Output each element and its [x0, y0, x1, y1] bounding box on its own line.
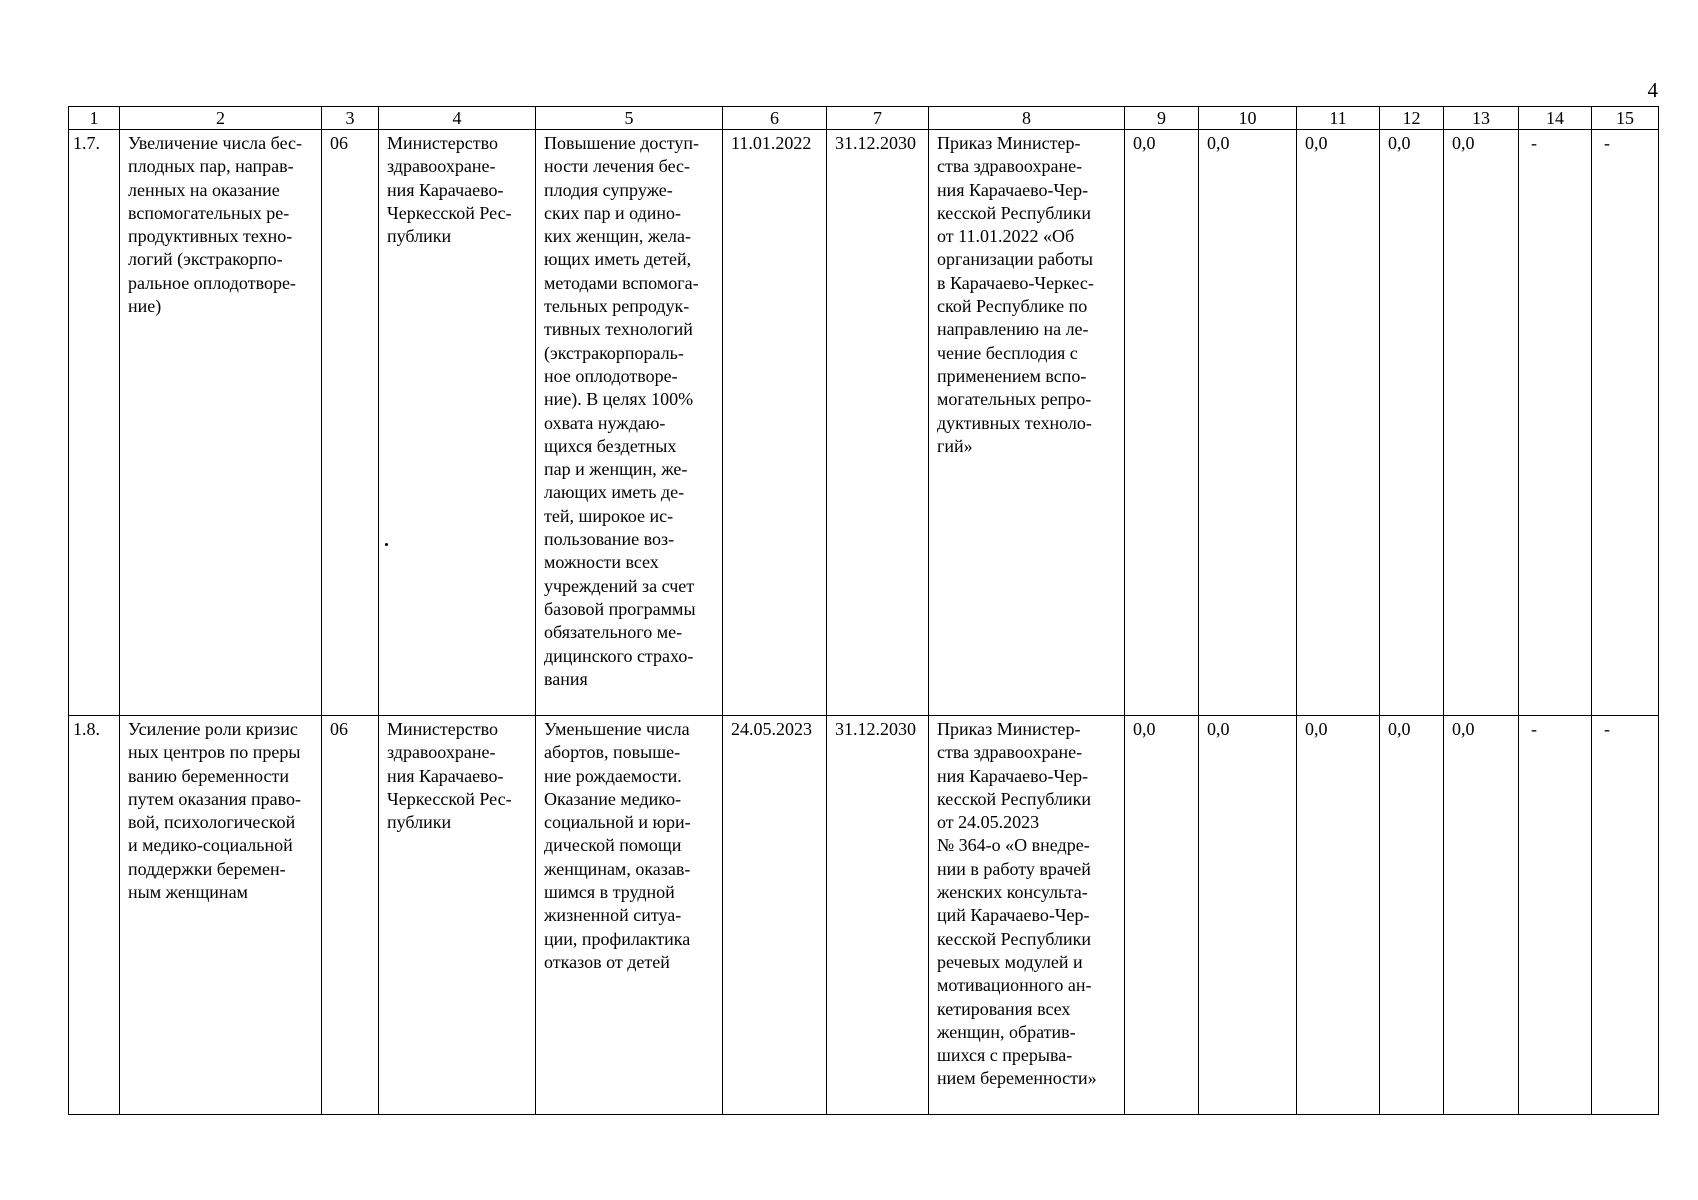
- header-row: [69, 107, 1659, 130]
- value-cell: 0,0: [1125, 716, 1199, 1115]
- column-header: 3: [322, 107, 379, 130]
- table-row: [69, 716, 1659, 1115]
- start-date: 24.05.2023: [723, 716, 827, 1115]
- document-cell: Приказ Министер- ства здравоохране- ния Карачаево-Чер- кесской Республики от 24.05.2023 № 364-о «О внедре- нии в работу врачей женских консульта- ций Карачаево-Чер- кесской Республики речевых модулей и мотивационного ан- кетирования всех женщин, обратив- шихся с прерыва- нием беременности»: [929, 716, 1125, 1115]
- column-header: 5: [536, 107, 723, 130]
- value-cell: 0,0: [1444, 130, 1519, 716]
- column-header: 9: [1125, 107, 1199, 130]
- code-cell: 06: [322, 716, 379, 1115]
- value-cell: -: [1519, 130, 1592, 716]
- document-cell: Приказ Министер- ства здравоохране- ния Карачаево-Чер- кесской Республики от 11.01.2022 «Об организации работы в Карачаево-Черкес- ской Республике по направлению на ле- чение бесплодия с применением вспо- могательных репро- дуктивных техноло- гий»: [929, 130, 1125, 716]
- value-cell: 0,0: [1199, 130, 1297, 716]
- column-header: 7: [827, 107, 929, 130]
- executor-cell: Министерство здравоохране- ния Карачаево- Черкесской Рес- публики: [379, 130, 536, 716]
- measure-name: Увеличение числа бес- плодных пар, направ- ленных на оказание вспомогательных ре- продуктивных техно- логий (экстракорпо- ральное оплодотворе- ние): [120, 130, 322, 716]
- value-cell: -: [1592, 716, 1659, 1115]
- column-header: 1: [69, 107, 120, 130]
- row-number: 1.7.: [69, 130, 120, 716]
- result-cell: Повышение доступ- ности лечения бес- плодия супруже- ских пар и одино- ких женщин, жела- ющих иметь детей, методами вспомога- тельных репродук- тивных технологий (экстракорпораль- ное оплодотворе- ние). В целях 100% охвата нуждаю- щихся бездетных пар и женщин, же- лающих иметь де- тей, широкое ис- пользование воз- можности всех учреждений за счет базовой программы обязательного ме- дицинского страхо- вания: [536, 130, 723, 716]
- value-cell: 0,0: [1297, 130, 1380, 716]
- column-header: 8: [929, 107, 1125, 130]
- value-cell: 0,0: [1444, 716, 1519, 1115]
- start-date: 11.01.2022: [723, 130, 827, 716]
- executor-cell: Министерство здравоохране- ния Карачаево- Черкесской Рес- публики: [379, 716, 536, 1115]
- end-date: 31.12.2030: [827, 716, 929, 1115]
- column-header: 6: [723, 107, 827, 130]
- column-header: 13: [1444, 107, 1519, 130]
- column-header: 11: [1297, 107, 1380, 130]
- page-number: 4: [1647, 78, 1658, 102]
- value-cell: -: [1592, 130, 1659, 716]
- column-header: 10: [1199, 107, 1297, 130]
- value-cell: 0,0: [1380, 130, 1444, 716]
- end-date: 31.12.2030: [827, 130, 929, 716]
- value-cell: 0,0: [1199, 716, 1297, 1115]
- table-row: [69, 130, 1659, 716]
- value-cell: 0,0: [1297, 716, 1380, 1115]
- value-cell: 0,0: [1380, 716, 1444, 1115]
- column-header: 4: [379, 107, 536, 130]
- code-cell: 06: [322, 130, 379, 716]
- measure-name: Усиление роли кризис ных центров по преры ванию беременности путем оказания право- вой, психологической и медико-социальной поддержки беремен- ным женщинам: [120, 716, 322, 1115]
- column-header: 2: [120, 107, 322, 130]
- column-header: 12: [1380, 107, 1444, 130]
- measures-table: [68, 106, 1659, 1115]
- result-cell: Уменьшение числа абортов, повыше- ние рождаемости. Оказание медико- социальной и юри- дической помощи женщинам, оказав- шимся в трудной жизненной ситуа- ции, профилактика отказов от детей: [536, 716, 723, 1115]
- column-header: 14: [1519, 107, 1592, 130]
- value-cell: -: [1519, 716, 1592, 1115]
- column-header: 15: [1592, 107, 1659, 130]
- value-cell: 0,0: [1125, 130, 1199, 716]
- row-number: 1.8.: [69, 716, 120, 1115]
- scan-speck: [385, 543, 388, 546]
